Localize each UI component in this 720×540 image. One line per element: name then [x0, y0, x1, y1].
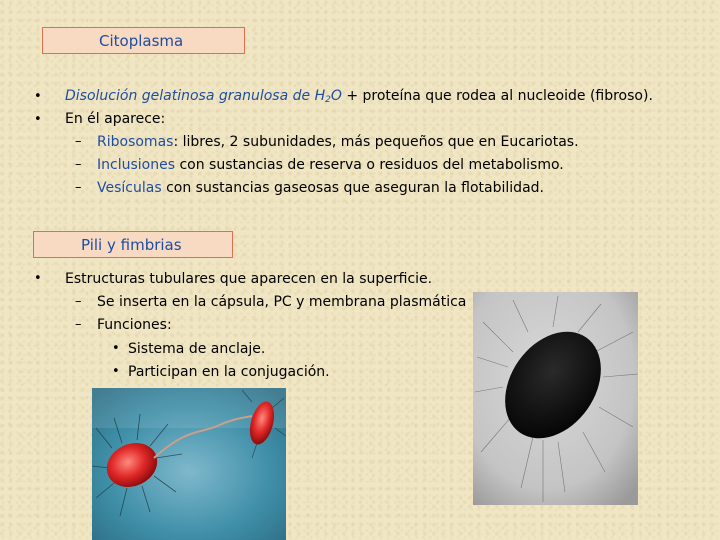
dash-icon: – [75, 134, 82, 149]
bullet-icon: • [34, 112, 42, 127]
section-title-citoplasma [42, 27, 245, 54]
ribosomas-item: Ribosomas: libres, 2 subunidades, más pequeños que en Eucariotas. [97, 134, 579, 150]
aparece-intro: En él aparece: [65, 111, 166, 127]
citoplasma-definition: Disolución gelatinosa granulosa de $H_2O$ + proteína que rodea al nucleoide (fibroso). [65, 88, 653, 105]
pili-definition: Estructuras tubulares que aparecen en la superficie. [65, 271, 433, 287]
section-title-text: Citoplasma [99, 31, 184, 50]
inclusiones-item: Inclusiones con sustancias de reserva o residuos del metabolismo. [97, 157, 564, 173]
pili-insertion: Se inserta en la cápsula, PC y membrana plasmática [97, 294, 467, 310]
funcion-conjugacion: Participan en la conjugación. [128, 364, 330, 380]
fimbriae-micrograph [473, 292, 638, 505]
funcion-anclaje: Sistema de anclaje. [128, 341, 266, 357]
vesiculas-item: Vesículas con sustancias gaseosas que aseguran la flotabilidad. [97, 180, 544, 196]
bullet-icon: • [112, 364, 120, 379]
section-title-text: Pili y fimbrias [81, 235, 182, 254]
dash-icon: – [75, 317, 82, 332]
bullet-icon: • [34, 89, 42, 104]
bullet-icon: • [34, 271, 42, 286]
funciones-label: Funciones: [97, 317, 172, 333]
bullet-icon: • [112, 341, 120, 356]
dash-icon: – [75, 180, 82, 195]
dash-icon: – [75, 294, 82, 309]
conjugation-micrograph [92, 388, 286, 540]
dash-icon: – [75, 157, 82, 172]
section-title-pili [33, 231, 233, 258]
